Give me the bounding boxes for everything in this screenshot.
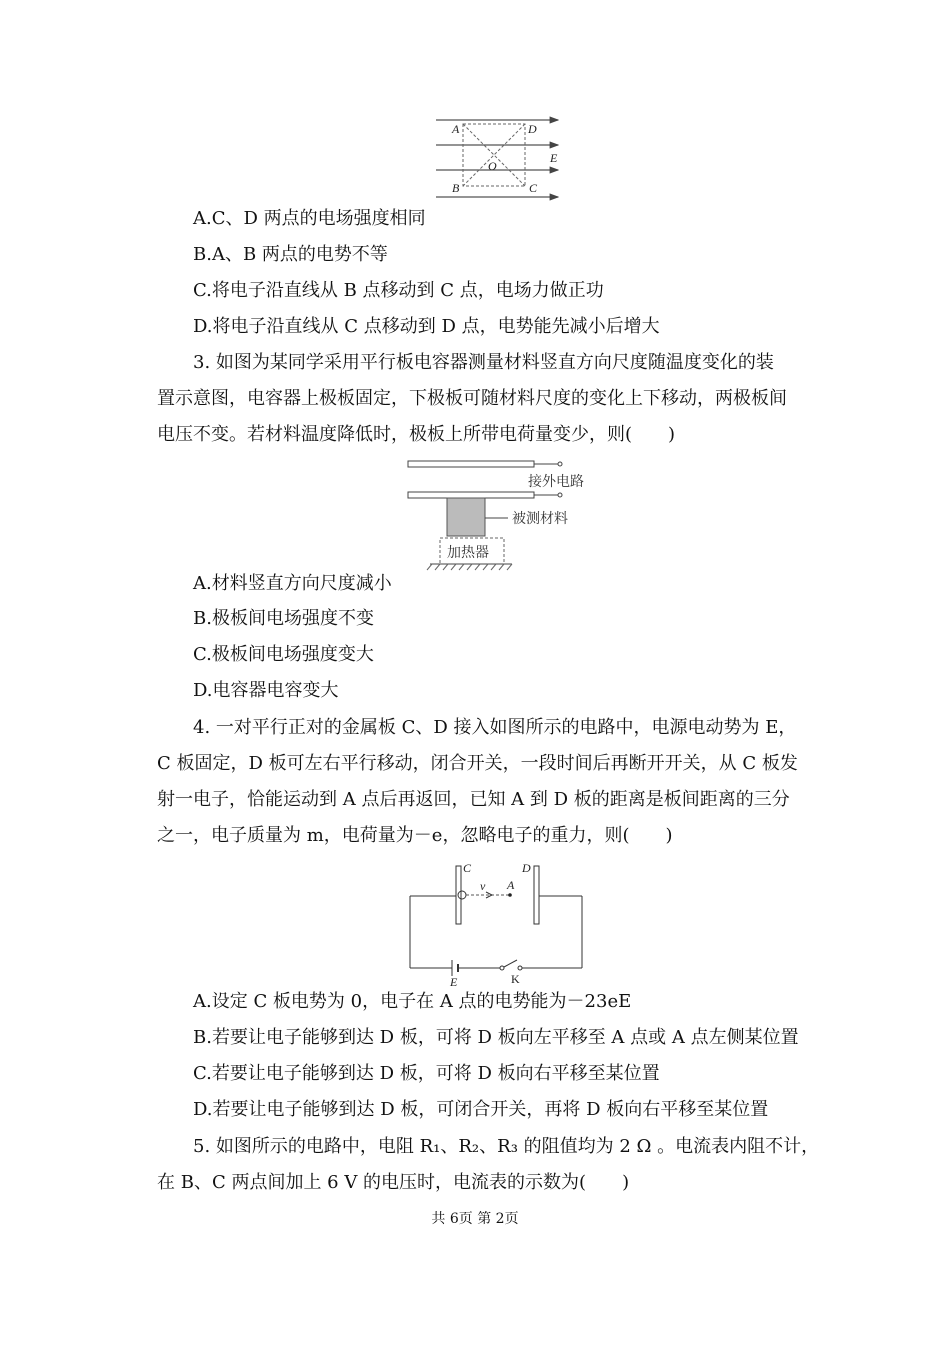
label-D: D xyxy=(528,122,537,136)
q4-option-b: B.若要让电子能够到达 D 板，可将 D 板向左平移至 A 点或 A 点左侧某位置 xyxy=(193,1027,799,1048)
page-footer: 共 6页 第 2页 xyxy=(431,1211,519,1227)
q2-option-a: A.C、D 两点的电场强度相同 xyxy=(193,208,426,229)
q3-option-c: C.极板间电场强度变大 xyxy=(193,644,374,665)
label-switch-K: K xyxy=(511,972,520,986)
q3-option-d: D.电容器电容变大 xyxy=(193,680,339,701)
q2-option-c: C.将电子沿直线从 B 点移动到 C 点，电场力做正功 xyxy=(193,280,604,301)
q3-option-b: B.极板间电场强度不变 xyxy=(193,608,374,629)
field-square-figure xyxy=(430,112,570,207)
label-plate-C: C xyxy=(463,861,472,875)
q3-option-a: A.材料竖直方向尺度减小 xyxy=(193,573,392,594)
label-E: E xyxy=(550,151,558,165)
q3-stem-line-1: 3. 如图为某同学采用平行板电容器测量材料竖直方向尺度随温度变化的装 xyxy=(193,352,774,373)
q4-stem-line-3: 射一电子，恰能运动到 A 点后再返回，已知 A 到 D 板的距离是板间距离的三分 xyxy=(157,789,790,810)
q3-stem-line-3: 电压不变。若材料温度降低时，极板上所带电荷量变少，则( ) xyxy=(157,424,676,445)
label-B: B xyxy=(452,181,460,195)
q4-option-a: A.设定 C 板电势为 0，电子在 A 点的电势能为－23eE xyxy=(193,991,632,1012)
q4-stem-line-1: 4. 一对平行正对的金属板 C、D 接入如图所示的电路中，电源电动势为 E， xyxy=(193,717,797,738)
q4-option-c: C.若要让电子能够到达 D 板，可将 D 板向右平移至某位置 xyxy=(193,1063,660,1084)
q5-stem-line-2: 在 B、C 两点间加上 6 V 的电压时，电流表的示数为( ) xyxy=(157,1172,630,1193)
label-v: v xyxy=(480,879,486,893)
q3-stem-line-2: 置示意图，电容器上极板固定，下极板可随材料尺度的变化上下移动，两极板间 xyxy=(157,388,787,409)
label-A: A xyxy=(452,122,460,136)
label-source-E: E xyxy=(450,975,458,988)
label-C: C xyxy=(529,181,538,195)
label-plate-D: D xyxy=(522,861,531,875)
label-material: 被测材料 xyxy=(512,512,568,527)
q4-stem-line-2: C 板固定，D 板可左右平行移动，闭合开关，一段时间后再断开开关，从 C 板发 xyxy=(157,753,798,774)
label-point-A: A xyxy=(507,878,515,892)
label-heater: 加热器 xyxy=(447,546,489,561)
q4-stem-line-4: 之一，电子质量为 m，电荷量为－e，忽略电子的重力，则( ) xyxy=(157,825,673,846)
label-O: O xyxy=(488,159,497,173)
q4-option-d: D.若要让电子能够到达 D 板，可闭合开关，再将 D 板向右平移至某位置 xyxy=(193,1099,769,1120)
label-external-circuit: 接外电路 xyxy=(528,475,584,490)
capacitor-apparatus-figure xyxy=(400,456,600,576)
q5-stem-line-1: 5. 如图所示的电路中，电阻 R₁、R₂、R₃ 的阻值均为 2 Ω 。电流表内阻不计， xyxy=(193,1136,820,1157)
q2-option-d: D.将电子沿直线从 C 点移动到 D 点，电势能先减小后增大 xyxy=(193,316,660,337)
parallel-plate-circuit-figure xyxy=(400,856,590,988)
q2-option-b: B.A、B 两点的电势不等 xyxy=(193,244,388,265)
